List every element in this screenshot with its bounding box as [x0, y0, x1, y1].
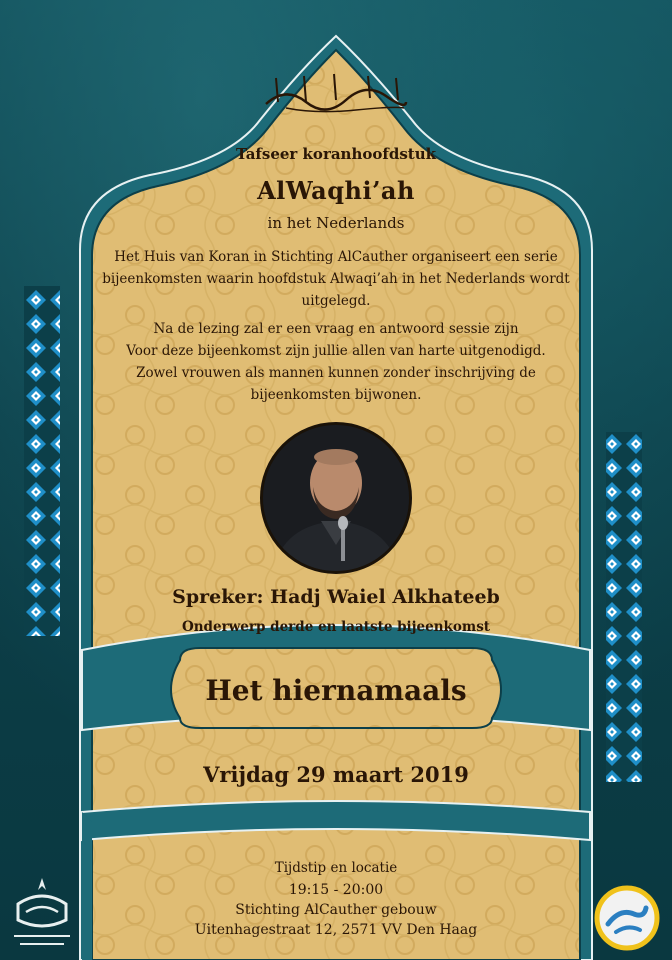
- right-logo: [590, 884, 664, 952]
- speaker-photo: [260, 422, 412, 574]
- event-venue: Stichting AlCauther gebouw: [235, 902, 437, 918]
- event-time: 19:15 - 20:00: [288, 882, 384, 898]
- speaker-name: Spreker: Hadj Waiel Alkhateeb: [172, 586, 500, 608]
- series-kicker: Tafseer koranhoofdstuk: [235, 145, 436, 163]
- time-location-label: Tijdstip en locatie: [274, 860, 398, 876]
- language-subtitle: in het Nederlands: [267, 214, 405, 232]
- event-date: Vrijdag 29 maart 2019: [203, 762, 469, 787]
- details-line: Na de lezing zal er een vraag en antwoord sessie zijn: [153, 321, 519, 337]
- theme-title: Het hiernamaals: [205, 674, 467, 707]
- event-address: Uitenhagestraat 12, 2571 VV Den Haag: [194, 922, 478, 938]
- topic-label: Onderwerp derde en laatste bijeenkomst: [181, 619, 491, 635]
- chapter-title: AlWaqhi’ah: [257, 176, 415, 205]
- details-paragraph: [90, 318, 582, 406]
- intro-paragraph: Het Huis van Koran in Stichting AlCauther organiseert een serie bijeenkomsten waarin hoofdstuk Alwaqi’ah in het Nederlands wordt uitgelegd.: [102, 249, 570, 309]
- details-line: Zowel vrouwen als mannen kunnen zonder inschrijving de bijeenkomsten bijwonen.: [136, 365, 536, 403]
- details-line: Voor deze bijeenkomst zijn jullie allen van harte uitgenodigd.: [126, 343, 546, 359]
- basmala-calligraphy: [256, 66, 416, 116]
- left-pattern-band: [24, 286, 60, 636]
- left-logo: [6, 874, 78, 952]
